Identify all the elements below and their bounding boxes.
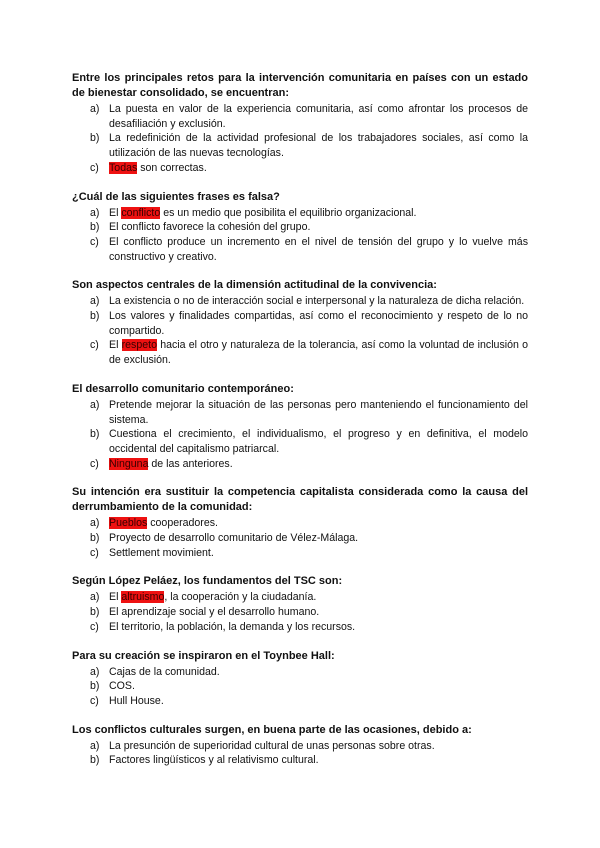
option-label: a) — [90, 295, 100, 308]
option-text: son correctas. — [137, 161, 207, 174]
option — [72, 531, 528, 546]
option-text: Cuestiona el crecimiento, el individualismo, el progreso y en definitiva, el modelo occidental del capitalismo patriarcal. — [109, 428, 528, 455]
option-text: Settlement movimient. — [109, 546, 214, 559]
option-text: Cajas de la comunidad. — [109, 665, 220, 678]
option-prefix: El — [109, 591, 122, 604]
option — [72, 206, 528, 221]
option — [72, 309, 528, 338]
question — [72, 382, 528, 472]
option — [72, 102, 528, 131]
option — [72, 665, 528, 680]
option — [72, 294, 528, 309]
option-label: b) — [90, 428, 100, 441]
option-text: de las anteriores. — [148, 457, 233, 470]
question-title: Los conflictos culturales surgen, en buena parte de las ocasiones, debido a: — [72, 723, 472, 736]
option-list — [72, 206, 528, 265]
option-text: Factores lingüísticos y al relativismo cultural. — [109, 754, 319, 767]
option-label: a) — [90, 665, 100, 678]
question-title: Su intención era sustituir la competencia capitalista considerada como la causa del derrumbamiento de la comunidad: — [72, 486, 528, 514]
option-list — [72, 398, 528, 472]
option-text: La existencia o no de interacción social e interpersonal y la naturaleza de dicha relación. — [109, 295, 525, 308]
option-text: Hull House. — [109, 694, 164, 707]
option-text: Proyecto de desarrollo comunitario de Vélez-Málaga. — [109, 532, 359, 545]
option-list — [72, 102, 528, 176]
option — [72, 605, 528, 620]
highlighted-answer: Pueblos — [109, 517, 148, 530]
question — [72, 723, 528, 768]
option-text: Los valores y finalidades compartidas, así como el reconocimiento y respeto de lo no compartido. — [109, 310, 528, 337]
highlighted-answer: conflicto — [121, 206, 161, 219]
option — [72, 679, 528, 694]
option — [72, 590, 528, 605]
option-list — [72, 739, 528, 768]
highlighted-answer: Todas — [109, 161, 138, 174]
option-list — [72, 590, 528, 634]
highlighted-answer: altruismo — [121, 591, 165, 604]
option — [72, 516, 528, 531]
option — [72, 694, 528, 709]
option — [72, 398, 528, 427]
question — [72, 485, 528, 560]
highlighted-answer: respeto — [121, 339, 157, 352]
question — [72, 71, 528, 176]
option — [72, 161, 528, 176]
document-page — [72, 71, 528, 768]
option-text: La presunción de superioridad cultural de unas personas sobre otras. — [109, 739, 435, 752]
option-text: , la cooperación y la ciudadanía. — [164, 591, 317, 604]
option-label: b) — [90, 310, 100, 323]
option — [72, 220, 528, 235]
question-title: Son aspectos centrales de la dimensión actitudinal de la convivencia: — [72, 279, 437, 292]
question — [72, 649, 528, 709]
option-text: La redefinición de la actividad profesional de los trabajadores sociales, así como la utilización de las nuevas tecnologías. — [109, 132, 528, 160]
question — [72, 278, 528, 368]
option-text: hacia el otro y naturaleza de la tolerancia, así como la voluntad de inclusión o de exclusión. — [109, 339, 528, 367]
option-text: cooperadores. — [147, 517, 218, 530]
option-label: a) — [90, 206, 100, 219]
option-label: c) — [90, 235, 99, 248]
option-text: El territorio, la población, la demanda y los recursos. — [109, 620, 356, 633]
question-title: Para su creación se inspiraron en el Toynbee Hall: — [72, 649, 335, 662]
option-label: a) — [90, 591, 100, 604]
question — [72, 574, 528, 634]
highlighted-answer: Ninguna — [109, 457, 149, 470]
question-title: El desarrollo comunitario contemporáneo: — [72, 382, 294, 395]
question-title: Según López Peláez, los fundamentos del TSC son: — [72, 575, 343, 588]
option-label: b) — [90, 606, 100, 619]
option-text: La puesta en valor de la experiencia comunitaria, así como afrontar los procesos de desafiliación y exclusión. — [109, 103, 528, 130]
option-list — [72, 294, 528, 368]
option-prefix: El — [109, 339, 122, 352]
option-label: c) — [90, 694, 99, 707]
option-label: a) — [90, 739, 100, 752]
option — [72, 753, 528, 768]
option-list — [72, 516, 528, 560]
option-label: a) — [90, 103, 100, 115]
option-label: c) — [90, 620, 99, 633]
option-label: b) — [90, 754, 100, 767]
option-text: COS. — [109, 680, 135, 693]
option-prefix: El — [109, 206, 122, 219]
option-text: El conflicto produce un incremento en el nivel de tensión del grupo y lo vuelve más constructivo y creativo. — [109, 235, 528, 263]
question-title: Entre los principales retos para la intervención comunitaria en países con un estado de bienestar consolidado, se encuentran: — [72, 72, 528, 99]
option-text: El conflicto favorece la cohesión del grupo. — [109, 221, 311, 234]
option — [72, 739, 528, 754]
option — [72, 131, 528, 160]
option-label: b) — [90, 221, 100, 234]
question — [72, 190, 528, 265]
option-label: b) — [90, 132, 100, 145]
option-text: El aprendizaje social y el desarrollo humano. — [109, 606, 320, 619]
option-label: b) — [90, 680, 100, 693]
option — [72, 427, 528, 456]
option — [72, 546, 528, 561]
option — [72, 620, 528, 635]
option — [72, 457, 528, 472]
option-label: c) — [90, 339, 99, 352]
option-label: a) — [90, 517, 100, 530]
option-label: c) — [90, 161, 99, 174]
option — [72, 235, 528, 264]
option-label: a) — [90, 398, 100, 411]
option-label: c) — [90, 457, 99, 470]
option-label: c) — [90, 546, 99, 559]
option — [72, 338, 528, 367]
question-title: ¿Cuál de las siguientes frases es falsa? — [72, 190, 280, 203]
option-text: Pretende mejorar la situación de las personas pero manteniendo el funcionamiento del sistema. — [109, 398, 528, 426]
option-list — [72, 665, 528, 709]
option-label: b) — [90, 532, 100, 545]
option-text: es un medio que posibilita el equilibrio organizacional. — [160, 206, 417, 219]
